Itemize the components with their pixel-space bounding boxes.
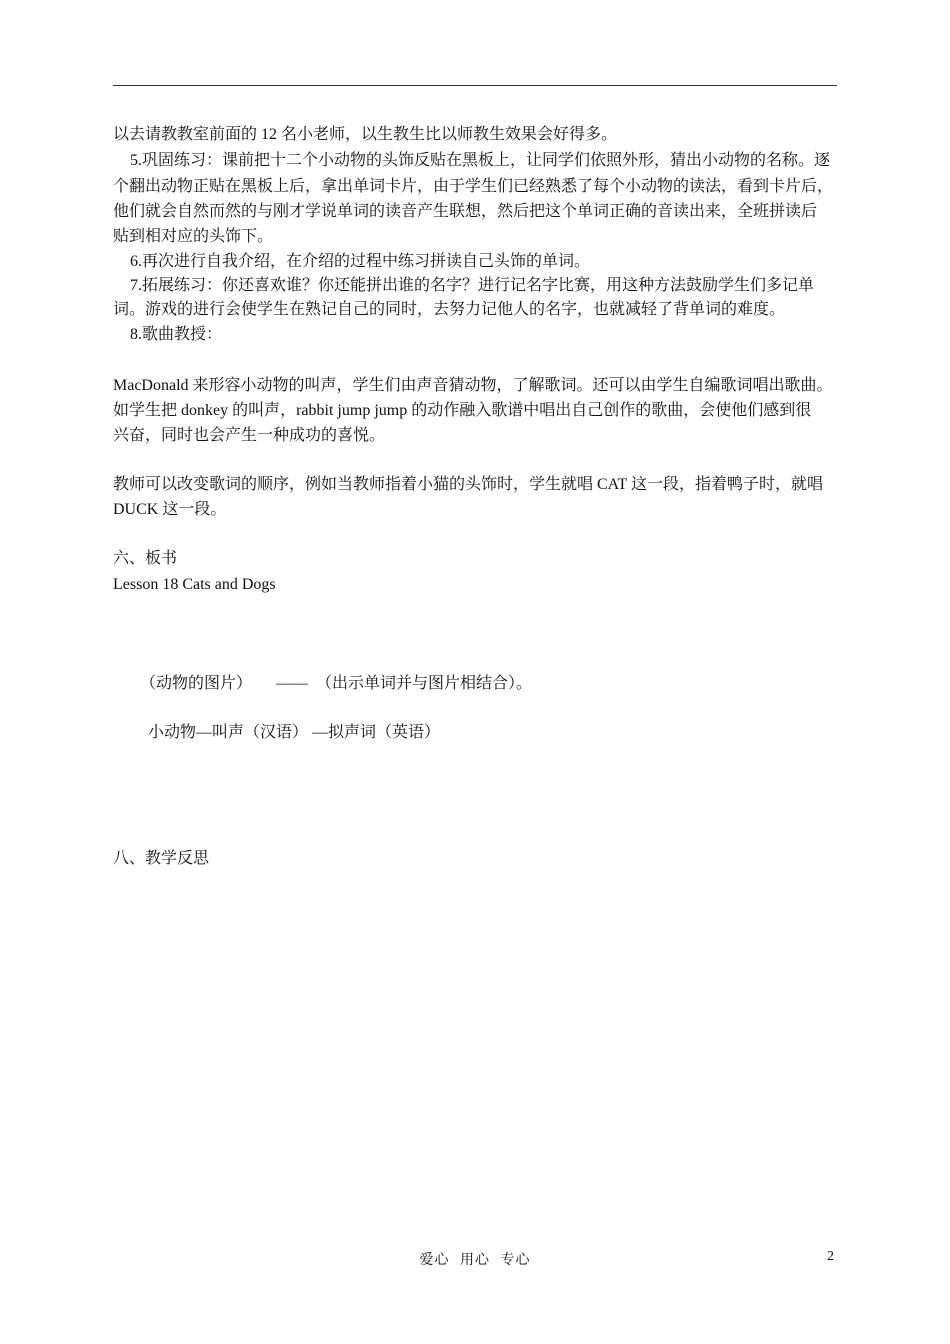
page-number: 2 — [827, 1249, 834, 1264]
board-line: 小动物—叫声（汉语） —拟声词（英语） — [148, 724, 441, 741]
section-heading: 六、板书 — [113, 550, 178, 567]
footer-motto: 爱心 用心 专心 — [419, 1253, 531, 1268]
paragraph-line: 5.巩固练习：课前把十二个小动物的头饰反贴在黑板上，让同学们依照外形，猜出小动物的名称。逐 — [130, 152, 831, 169]
paragraph-line: 兴奋，同时也会产生一种成功的喜悦。 — [113, 427, 386, 444]
paragraph-line: 7.拓展练习：你还喜欢谁？你还能拼出谁的名字？进行记名字比赛，用这种方法鼓励学生们多记单 — [130, 277, 815, 294]
paragraph-line: DUCK 这一段。 — [113, 501, 227, 518]
header-rule — [113, 85, 837, 86]
paragraph-line: 词。游戏的进行会使学生在熟记自己的同时，去努力记他人的名字，也就减轻了背单词的难度。 — [113, 301, 786, 318]
paragraph-line: 教师可以改变歌词的顺序，例如当教师指着小猫的头饰时，学生就唱 CAT 这一段，指着鸭子时，就唱 — [113, 476, 823, 493]
paragraph-line: 如学生把 donkey 的叫声，rabbit jump jump 的动作融入歌谱中唱出自己创作的歌曲，会使他们感到很 — [113, 402, 812, 419]
paragraph-line: 8.歌曲教授： — [130, 326, 223, 343]
paragraph-line: 贴到相对应的头饰下。 — [113, 228, 274, 245]
paragraph-line: 个翻出动物正贴在黑板上后，拿出单词卡片，由于学生们已经熟悉了每个小动物的读法，看到卡片后， — [113, 178, 834, 195]
board-title: Lesson 18 Cats and Dogs — [113, 576, 276, 593]
paragraph-line: 6.再次进行自我介绍，在介绍的过程中练习拼读自己头饰的单词。 — [130, 253, 591, 270]
section-heading: 八、教学反思 — [113, 850, 210, 867]
paragraph-line: 以去请教教室前面的 12 名小老师，以生教生比以师教生效果会好得多。 — [113, 126, 618, 143]
paragraph-line: 他们就会自然而然的与刚才学说单词的读音产生联想，然后把这个单词正确的音读出来，全班拼读后 — [113, 203, 818, 220]
board-line: （动物的图片） —— （出示单词并与图片相结合）。 — [140, 675, 533, 692]
paragraph-line: MacDonald 来形容小动物的叫声，学生们由声音猜动物，了解歌词。还可以由学生自编歌词唱出歌曲。 — [113, 377, 833, 394]
